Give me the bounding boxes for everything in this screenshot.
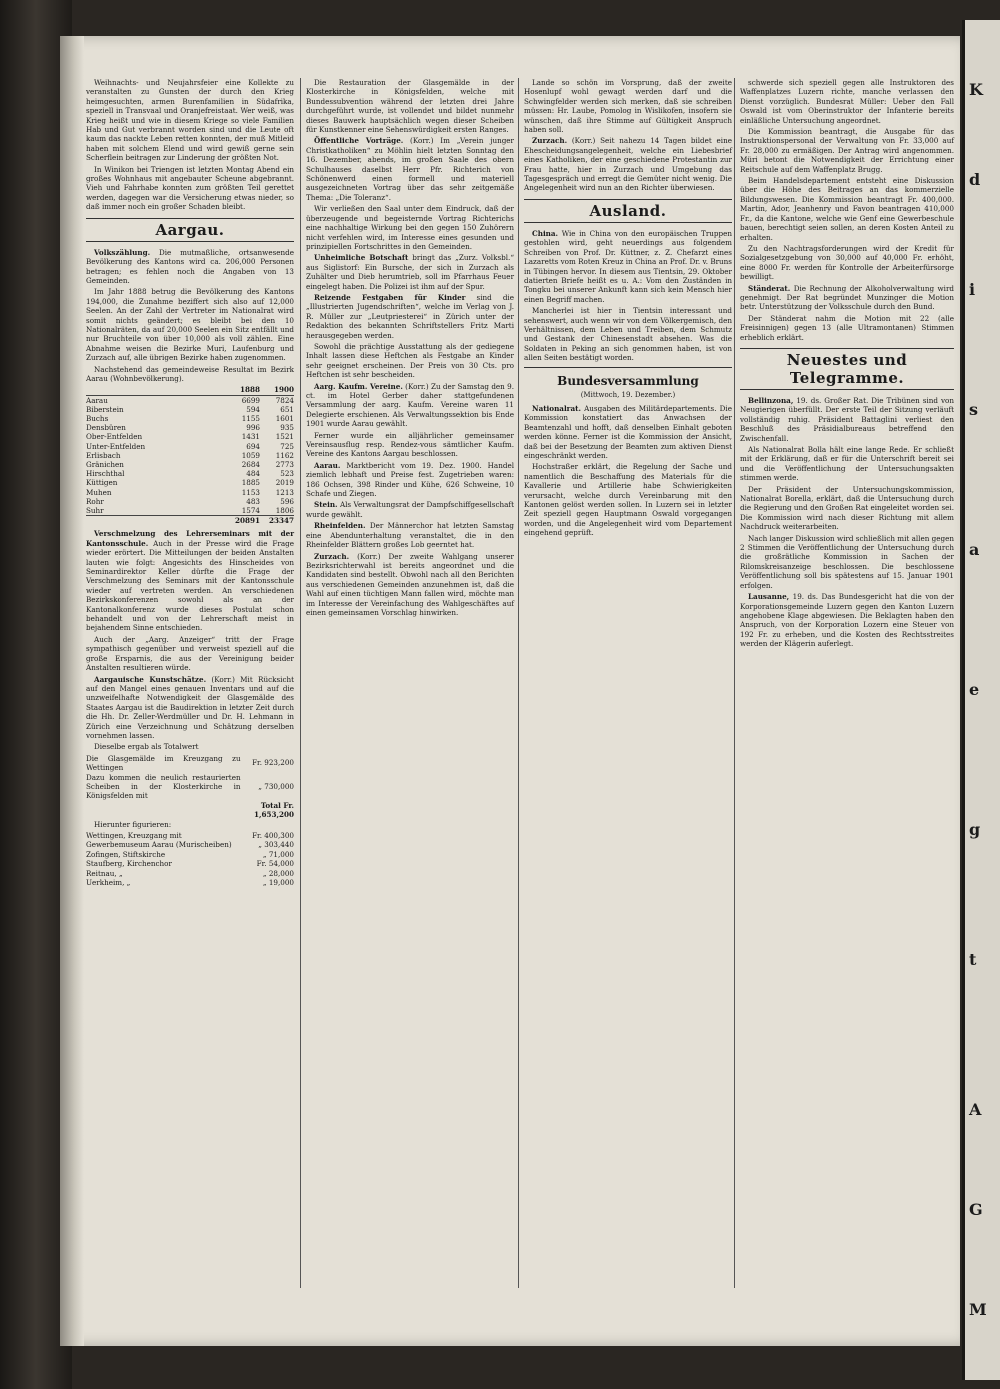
table-row [86,405,294,414]
article-lead: Volkszählung. [94,247,151,257]
article-text: 19. ds. Das Bundesgericht hat die von der Korporationsgemeinde Luzern gegen den Kanton Luzern angehobene Klage abgewiesen. Die Beklagten haben den Anspruch, von der Korporation Lozern eine Steuer von 192 Fr. zu erheben, und die Kosten des Rechtsstreites werden der Klägerin auferlegt. [740,592,954,649]
table-cell-value: 1885 [241,478,260,488]
table-row [86,460,294,469]
table-cell-place: Densbüren [86,423,126,433]
table-cell-value: 1153 [241,487,260,497]
table-header-year: 1888 [226,385,260,395]
article-zurzach [524,136,732,192]
table-cell-value: 2773 [275,460,294,469]
article-kunstschaetze [86,675,294,741]
article-lausanne [740,592,954,648]
article-lead: Aargauische Kunstschätze. [94,674,207,684]
valuation-label: Dazu kommen die neulich restaurierten Scheiben in der Klosterkirche in Königsfelden mit [86,772,241,801]
valuation-row [86,878,294,887]
article-lead: Zurzach. [532,136,568,146]
table-cell-value: 1155 [241,413,260,423]
section-heading-ausland: Ausland. [524,199,732,223]
table-row [86,432,294,441]
column-4 [740,78,954,651]
table-cell-value: 2019 [275,478,294,488]
table-cell-place: Buchs [86,413,109,423]
valuation-value: Fr. 400,300 [252,831,294,841]
table-cell-place: Gränichen [86,460,124,469]
column-separator [518,78,519,1288]
table-cell-place: Aarau [86,395,108,405]
edge-fragment: K [969,80,983,99]
table-cell-value: 1059 [241,450,260,460]
table-cell-place: Rohr [86,496,104,506]
valuation-row [86,859,294,868]
valuation-value: „ 730,000 [258,781,294,791]
table-cell-value: 484 [246,469,260,479]
article-nationalrat [524,404,732,460]
table-row [86,478,294,487]
population-table [86,385,294,525]
money-intro: Dieselbe ergab als Totalwert [94,742,199,752]
valuation-label: Wettingen, Kreuzgang mit [86,831,182,841]
table-cell-value: 596 [280,496,294,506]
edge-fragment: s [969,400,979,419]
article-kaufm-vereine [306,382,514,429]
valuation-label: Staufberg, Kirchenchor [86,859,172,869]
article-paragraph: Der Ständerat nahm die Motion mit 22 (alle Freisinnigen) gegen 13 (alle Ultramontanen) Stimmen erheblich erklärt. [740,313,954,342]
article-paragraph: Im Jahr 1888 betrug die Bevölkerung des Kantons 194,000, die Zunahme beziffert sich also auf 12,000 Seelen. An der Zahl der Vertreter im Nationalrat wird somit nichts geändert; es bleibt bei den 10 Nationalräten, da auf 20,000 Seelen ein Sitz entfällt und nur Bruchteile von über 10,000 als voll zählen. Eine Abnahme weisen die Bezirke Muri, Laufenburg und Zurzach auf, alle übrigen Bezirke haben zugenommen. [86,287,294,363]
article-lead: China. [532,228,559,238]
article-paragraph: Wir verließen den Saal unter dem Eindruck, daß der überzeugende und begeisternde Vortrag Richterichs eine nachhaltige Wirkung bei den gegen 150 Zuhörern nicht verfehlen wird, im Interesse eines gesunden und prinzipiellen Fortschrittes in den Gemeinden. [306,204,514,251]
article-paragraph: Der Präsident der Untersuchungskommission, Nationalrat Borella, erklärt, daß die Untersuchung durch die Regierung und den Großen Rat eingeleitet worden sei. Die Kommission wird nach dieser Richtung mit allem Nachdruck weiterarbeiten. [740,484,954,532]
table-row [86,414,294,423]
valuation-row [86,869,294,878]
article-text: Marktbericht vom 19. Dez. 1900. Handel ziemlich lebhaft und Preise fest. Zugetrieben waren: 186 Ochsen, 398 Rinder und Kühe, 626 Schweine, 10 Schafe und Ziegen. [306,460,514,499]
table-cell-value: 1806 [275,506,294,516]
valuation-label: Uerkheim, „ [86,878,131,888]
table-cell-place: Biberstein [86,404,124,414]
valuation-value: Fr. 54,000 [256,859,294,869]
section-heading-bundesversammlung: Bundesversammlung [557,373,699,388]
table-row [86,451,294,460]
article-paragraph: Beim Handelsdepartement entsteht eine Diskussion über die Höhe des Beitrages an das kommerzielle Bildungswesen. Die Kommission beantragt Fr. 400,000. Martin, Ador, Jeanhenry und Favon beantragen 410,000 Fr., da die Kantone, welche wie Genf eine Gewerbeschule bauen, berechtigt seien sollen, an deren Kosten Anteil zu erhalten. [740,176,954,242]
article-paragraph: Mancherlei ist hier in Tientsin interessant und sehenswert, auch wenn wir von dem Völkergemisch, den Verhältnissen, dem Leben und Treiben, dem Schmutz und Gestank der Chinesenstadt absehen. Was die Soldaten in Peking an sich genommen haben, ist von allen Seiten bestätigt worden. [524,306,732,363]
article-staenderat [740,284,954,312]
article-text: Wie in China von den europäischen Truppen gestohlen wird, geht neuerdings aus folgendem Schreiben von Prof. Dr. Küttner, z. Z. Chefarzt eines Lazaretts vom Roten Kreuz in China an Prof. Dr. v. Bruns in Tübingen hervor. In diesem aus Tientsin, 29. Oktober datierten Briefe heißt es u. A.: Vom den Zuständen in Tongku bei unserer Ankunft kann sich kein Mensch hier einen Begriff machen. [524,228,732,304]
valuation-label: Reitnau, „ [86,868,123,878]
table-row [86,442,294,451]
article-paragraph: Lande so schön im Vorsprung, daß der zweite Hosenlupf wohl gewagt werden darf und die Schwingfelder werden sich merken, daß sie schreiben müssen: Hr. Laube, Pomolog in Wislikofen, insofern sie wünschen, daß ihre Stimme auf Gültigkeit Anspruch haben soll. [524,78,732,135]
edge-fragment: t [969,950,977,969]
valuation-value: „ 28,000 [262,868,294,878]
table-row [86,488,294,497]
article-rheinfelden [306,521,514,549]
section-heading-telegramme: Neuestes und Telegramme. [740,348,954,390]
table-cell-value: 7824 [275,395,294,405]
article-paragraph: Die Kommission beantragt, die Ausgabe für das Instruktionspersonal der Verwaltung von Fr. 33,000 auf Fr. 28,000 zu ermäßigen. Der Antrag wird angenommen. Müri betont die Notwendigkeit der Errichtung einer Reitschule auf dem Waffenplatz Brugg. [740,127,954,174]
article-text: 19. ds. Großer Rat. Die Tribünen sind von Neugierigen überfüllt. Der erste Teil der Sitzung verläuft vollständig ruhig. Präsident Battaglini verliest den Beschluß des Präsidialbureaus betreffend den Zwischenfall. [740,395,954,443]
article-text: Die mutmaßliche, ortsanwesende Bevölkerung des Kantons wird ca. 206,000 Personen betragen; es fehlen noch die Angaben von 13 Gemeinden. [86,247,294,285]
article-text: (Korr.) Zu der Samstag den 9. ct. im Hotel Gerber daher stattgefundenen Versammlung der aarg. Kaufm. Vereine waren 11 Delegierte erschienen. Als Verwaltungssektion bis Ende 1901 wurde Aarau gewählt. [306,381,514,429]
valuation-row [86,850,294,859]
article-text: Der Männerchor hat letzten Samstag eine Abendunterhaltung veranstaltet, die in den Rheinfelder Blättern großes Lob geerntet hat. [306,521,514,550]
article-text: sind die „Illustrierten Jugendschriften“, welche im Verlag von J. R. Müller zur „Leutpriesterei“ in Zürich unter der Redaktion des bekannten Schriftstellers Fritz Marti herausgegeben werden. [306,292,514,340]
article-paragraph: Hochstraßer erklärt, die Regelung der Sache und namentlich die Beschaffung des Materials für die Kavallerie und Artillerie habe Schwierigkeiten verursacht, welche durch Vereinbarung mit den Kantonen gelöst werden sollen. In Luzern sei in letzter Zeit speziell gegen Hauptmann Oswald vorgegangen worden, und die Angelegenheit wird vom Departement eingehend geprüft. [524,462,732,538]
table-row [86,395,294,405]
table-total-value: 20891 [226,516,260,526]
valuation-label: Zofingen, Stiftskirche [86,849,166,859]
article-text: (Korr.) Mit Rücksicht auf den Mangel eines genauen Inventars und auf die unzweifelhafte Notwendigkeit der Glasgemälde des Staates Aargau ist die Baudirektion in letzter Zeit durch die Hh. Dr. Zeller-Werdmüller und Dr. H. Lehmann in Zürich eine Verzeichnung und Schätzung derselben vornehmen lassen. [86,674,294,740]
article-lead: Aarau. [314,460,341,470]
article-stein [306,500,514,519]
valuation-row [86,754,294,773]
valuation-breakdown-table [86,831,294,887]
article-text: (Korr.) Der zweite Wahlgang unserer Bezirksrichterwahl ist bereits angeordnet und die Kandidaten sind bestellt. Obwohl nach all den Berichten aus verschiedenen Gemeinden anzunehmen ist, daß die Wahl auf einen tüchtigen Mann fallen wird, möchte man im Interesse der Vereinfachung des Wahlgeschäftes auf einen gemeinsamen Vorschlag hinwirken. [306,551,514,617]
valuation-row [86,831,294,840]
table-cell-value: 725 [280,441,294,451]
column-2 [306,78,514,619]
article-lead: Ständerat. [748,283,791,293]
table-cell-value: 1601 [275,413,294,423]
article-china [524,229,732,304]
article-lead: Reizende Festgaben für Kinder [314,292,466,302]
article-lead: Aarg. Kaufm. Vereine. [314,381,403,391]
table-cell-place: Küttigen [86,478,118,488]
article-paragraph: schwerde sich speziell gegen alle Instruktoren des Waffenplatzes Luzern richte, manche verlassen den Dienst vorzüglich. Bundesrat Müller: Ueber den Fall Oswald ist vom Oberinstruktor der Infanterie bereits einläßliche Untersuchung angeordnet. [740,78,954,125]
table-cell-place: Suhr [86,506,104,516]
article-paragraph: Weihnachts- und Neujahrsfeier eine Kollekte zu veranstalten zu Gunsten der durch den Krieg heimgesuchten, armen Burenfamilien in Südafrika, speziell in Transvaal und Oranjefreistaat. Wer weiß, was Krieg heißt und wie in diesem Kriege so viele Familien Hab und Gut verbrannt worden sind und die Leute oft kaum das nackte Leben retten konnten, der muß Mitleid haben mit solchem Elend und wird gewiß gerne sein Scherflein beitragen zur Linderung der größten Not. [86,78,294,163]
divider [524,367,732,368]
edge-fragment: a [969,540,980,559]
table-cell-value: 996 [246,423,260,433]
table-cell-value: 1574 [241,506,260,516]
article-lead: Unheimliche Botschaft [314,253,409,263]
table-cell-value: 2684 [241,460,260,469]
edge-fragment: M [969,1300,987,1319]
table-cell-value: 6699 [241,395,260,405]
article-zurzach [306,552,514,618]
article-lead: Bellinzona, [748,395,794,405]
article-seminar [86,529,294,632]
table-cell-value: 651 [280,404,294,414]
article-paragraph: Die Restauration der Glasgemälde in der Klosterkirche in Königsfelden, welche mit Bundessubvention während der letzten drei Jahre durchgeführt wurde, ist vollendet und bildet nunmehr dieses Bauwerk hauptsächlich wegen dieser Scheiben für Kunstkenner eine Sehenswürdigkeit ersten Ranges. [306,78,514,135]
article-text: Ausgaben des Militärdepartements. Die Kommission konstatiert das Anwachsen der Beamtenzahl und hofft, daß denselben Einhalt geboten werden könne. Ferner ist die Kommission der Ansicht, daß bei der Besetzung der Beamten zum aktiven Dienst eingeschränkt werden. [524,403,732,460]
table-header-row [86,385,294,395]
article-lead: Öffentliche Vorträge. [314,136,404,146]
valuation-label: Gewerbemuseum Aarau (Murischeiben) [86,840,232,850]
article-text: Die Rechnung der Alkoholverwaltung wird genehmigt. Der Rat begründet Munzinger die Motion betr. Unterstützung der Volksschule durch den Bund. [740,283,954,312]
section-heading-aargau: Aargau. [86,218,294,242]
page-binding [60,36,84,1346]
table-row [86,506,294,516]
edge-fragment: d [969,170,981,189]
table-cell-value: 523 [280,469,294,479]
article-aarau [306,461,514,499]
table-cell-value: 935 [280,423,294,433]
column-1 [86,78,294,887]
table-cell-place: Ober-Entfelden [86,432,143,442]
valuation-total: Total Fr. 1,653,200 [253,800,294,820]
valuation-value: „ 19,000 [262,878,294,888]
table-cell-value: 1431 [241,432,260,442]
article-text: (Korr.) Seit nahezu 14 Tagen bildet eine Ehescheidungsangelegenheit, welche ein Liebesbrief eines Katholiken, der eine geschiedene Protestantin zur Frau hatte, hier in Zurzach und Umgebung das Tagesgespräch und erregt die Gemüter nicht wenig. Die Angelegenheit wird nun an den Richter überwiesen. [524,136,732,193]
article-festgaben [306,293,514,340]
article-lead: Stein. [314,500,338,510]
table-total-row [86,516,294,526]
valuation-label: Die Glasgemälde im Kreuzgang zu Wettingen [86,753,241,773]
table-row [86,423,294,432]
article-lead: Zurzach. [314,551,350,561]
table-cell-value: 594 [246,404,260,414]
valuation-row [86,773,294,801]
table-cell-value: 694 [246,441,260,451]
article-text: Auch in der Presse wird die Frage wieder erörtert. Die Mitteilungen der beiden Anstalten lauten wie folgt: Angesichts des Hinscheides von Seminardirektor Keller dürfte die Frage der Verschmelzung des Seminars mit der Kantonsschule wieder auf vertreten werden. An verschiedenen Bezirkskonferenzen sowohl als an der Kantonalkonferenz wurde dieses Postulat schon behandelt und von der Lehrerschaft meist in bejahendem Sinne entschieden. [86,538,294,633]
article-botschaft [306,253,514,291]
money-sub-intro: Hierunter figurieren: [94,819,172,829]
table-cell-value: 1213 [275,487,294,497]
edge-fragment: e [969,680,980,699]
article-volkszaehlung [86,248,294,286]
valuation-value: „ 71,000 [262,849,294,859]
table-cell-place: Muhen [86,487,112,497]
edge-fragment: G [969,1200,983,1219]
valuation-table [86,754,294,820]
article-lead: Rheinfelden. [314,521,366,531]
column-separator [300,78,301,1288]
article-paragraph: In Winikon bei Triengen ist letzten Montag Abend ein großes Wohnhaus mit angebauter Scheune abgebrannt. Vieh und Fahrhabe konnten zum größten Teil gerettet werden, dagegen war die Versicherung etwas nieder, so daß immer noch ein großer Schaden bleibt. [86,164,294,212]
table-caption: Nachstehend das gemeindeweise Resultat im Bezirk Aarau (Wohnbevölkerung). [86,364,294,383]
article-lead: Verschmelzung des Lehrerseminars mit der Kantonsschule. [86,529,294,548]
next-page-edge [962,20,1000,1380]
valuation-total-row [86,801,294,820]
table-cell-value: 483 [246,496,260,506]
table-cell-value: 1521 [275,432,294,442]
edge-fragment: A [969,1100,982,1119]
article-lead: Nationalrat. [532,403,581,413]
table-header-year: 1900 [260,385,294,395]
article-paragraph: Ferner wurde ein alljährlicher gemeinsamer Vereinsausflug resp. Rendez-vous sämtlicher Kaufm. Vereine des Kantons Aargau beschlossen. [306,430,514,459]
article-text: bringt das „Zurz. Volksbl.“ aus Siglistorf: Ein Bursche, der sich in Zurzach als Zuhälter und Dieb herumtrieb, soll im Pfarrhaus Feuer eingelegt haben. Die Polizei ist ihm auf der Spur. [306,253,514,291]
valuation-value: „ 303,440 [258,840,294,850]
article-bellinzona [740,396,954,443]
table-cell-place: Erlisbach [86,450,121,460]
valuation-row [86,840,294,849]
edge-fragment: g [969,820,981,839]
article-lead: Lausanne, [748,592,790,602]
article-paragraph: Zu den Nachtragsforderungen wird der Kredit für Sozialgesetzgebung von 30,000 auf 40,000 Fr. erhöht, eine 8000 Fr. werden für Kontrolle der Arbeiterfürsorge bewilligt. [740,243,954,282]
article-paragraph: Sowohl die prächtige Ausstattung als der gediegene Inhalt lassen diese Heftchen als Festgabe an Kinder sehr geeignet erscheinen. Der Preis von 30 Cts. pro Heftchen ist sehr bescheiden. [306,341,514,380]
table-cell-place: Unter-Entfelden [86,441,146,451]
table-row [86,469,294,478]
article-paragraph: Nach langer Diskussion wird schließlich mit allen gegen 2 Stimmen die Veröffentlichung der Untersuchung durch die großrätliche Kommission in Sachen der Rilomskreisanzeige beschlossen. Die beschlossene Veröffentlichung soll bis spätestens auf 15. Januar 1901 erfolgen. [740,533,954,590]
table-cell-value: 1162 [275,450,294,460]
article-text: (Korr.) Im „Verein junger Christkatholiken“ zu Möhlin hielt letzten Sonntag den 16. Dezember, abends, im großen Saale des obern Schulhauses daselbst Herr Pfr. Richterich von Schönenwerd einen formell und materiell ausgezeichneten Vortrag über das sehr zeitgemäße Thema: „Die Toleranz“. [306,136,514,202]
column-separator [734,78,735,1288]
table-total-value: 23347 [260,516,294,526]
table-row [86,497,294,506]
article-paragraph: Als Nationalrat Bolla hält eine lange Rede. Er schließt mit der Erklärung, daß er für die Unterschrift bereit sei und die Veröffentlichung der Untersuchungsakten stimmen werde. [740,445,954,483]
article-text: Als Verwaltungsrat der Dampfschiffgesellschaft wurde gewählt. [306,500,514,519]
column-3 [524,78,732,540]
edge-fragment: i [969,280,976,299]
article-vortraege [306,136,514,202]
dateline: (Mittwoch, 19. Dezember.) [580,390,676,399]
article-paragraph: Auch der „Aarg. Anzeiger“ tritt der Frage sympathisch gegenüber und verweist speziell auf die große Ersparnis, die aus der Vereinigung beider Anstalten resultieren würde. [86,634,294,673]
valuation-value: Fr. 923,200 [252,758,294,768]
table-cell-place: Hirschthal [86,469,125,479]
